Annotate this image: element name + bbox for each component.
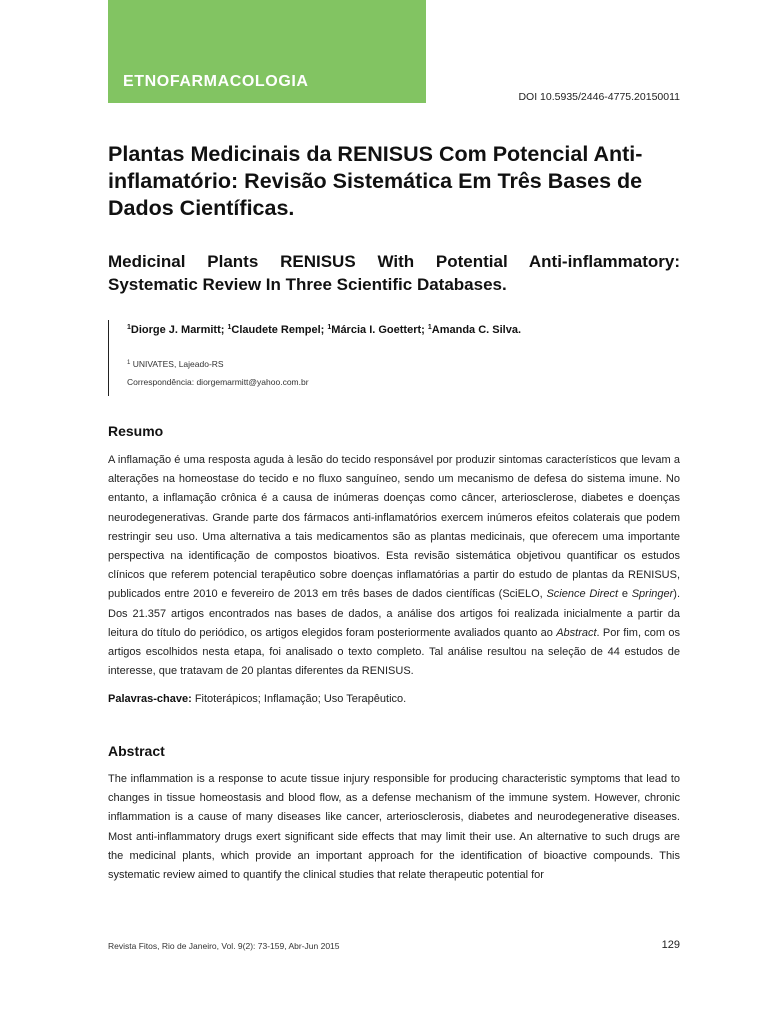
section-label: ETNOFARMACOLOGIA [123,73,309,90]
keywords: Palavras-chave: Fitoterápicos; Inflamação; Uso Terapêutico. [108,693,407,705]
page-number: 129 [661,939,680,951]
article-title-english: Medicinal Plants RENISUS With Potential Anti-inflammatory: Systematic Review In Three Scientific Databases. [108,252,680,294]
author: $^1$Diorge J. Marmitt; [127,324,225,336]
article-title-portuguese: Plantas Medicinais da RENISUS Com Potencial Anti-inflamatório: Revisão Sistemática Em Três Bases de Dados Científicas. [108,142,643,220]
correspondence: Correspondência: diorgemarmitt@yahoo.com.br [127,377,309,387]
author-list [127,324,521,336]
journal-citation: Revista Fitos, Rio de Janeiro, Vol. 9(2): 73-159, Abr-Jun 2015 [108,941,340,951]
author: $^1$Amanda C. Silva. [427,324,522,336]
abstract-heading: Abstract [108,743,165,759]
author-block [108,320,669,396]
resumo-heading: Resumo [108,423,164,439]
doi-label: DOI 10.5935/2446-4775.20150011 [518,91,680,103]
author: $^1$Claudete Rempel; [227,324,325,336]
abstract-paragraph: The inflammation is a response to acute tissue injury responsible for producing characteristic symptoms that lead to changes in tissue homeostasis and blood flow, as a defense mechanism of the immune system. However, chronic inflammation is a cause of many diseases like cancer, arteriosclerosis, diabetes and neurodegenerative diseases. Most anti-inflammatory drugs exert significant side effects that may limit their use. An alternative to such drugs are the medicinal plants, which provide an important approach for the identification of bioactive compounds. This systematic review aimed to quantify the clinical studies that relate therapeutic potential for [108,773,680,882]
author: $^1$Márcia I. Goettert; [327,324,425,336]
affiliation: $^1$ UNIVATES, Lajeado-RS [127,359,224,369]
resumo-paragraph: A inflamação é uma resposta aguda à lesão do tecido responsável por produzir sintomas característicos que levam a alterações na homeostase do tecido e no fluxo sanguíneo, sendo um mecanismo de defesa do sistema imune. No entanto, a inflamação crônica é a causa de inúmeras doenças como câncer, arteriosclerose, diabetes e doenças neurodegenerativas. Grande parte dos fármacos anti-inflamatórios exercem inúmeros efeitos colaterais que podem restringir seu uso. Uma alternativa a tais medicamentos são as plantas medicinais, que oferecem uma importante perspectiva na identificação de compostos bioativos. Esta revisão sistemática objetivou quantificar os estudos clínicos que referem potencial terapêutico sobre doenças inflamatórias a partir do estudo de plantas da RENISUS, publicados entre 2010 e fevereiro de 2013 em três bases de dados científicas (SciELO, Science Direct e Springer). Dos 21.357 artigos encontrados nas bases de dados, a análise dos artigos foi realizada inicialmente a partir da leitura do título do periódico, os artigos elegidos foram posteriormente avaliados quanto ao Abstract. Por fim, com os artigos escolhidos nesta etapa, foi analisado o texto completo. Tal análise resultou na seleção de 44 estudos de interesse, que tratavam de 20 plantas diferentes da RENISUS. [108,454,681,678]
